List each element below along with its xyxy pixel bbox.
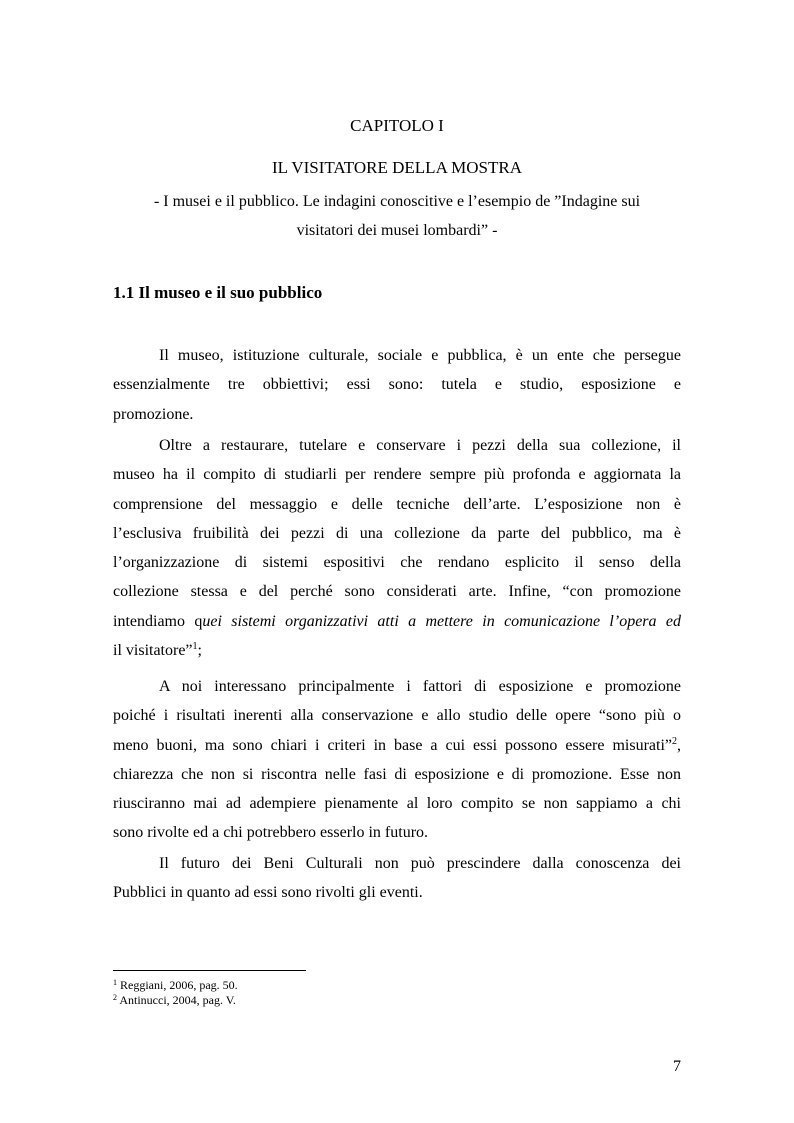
text-line: chiarezza che non si riscontra nelle fasi di esposizione e di promozione. Esse non bbox=[113, 765, 681, 783]
text-line: comprensione del messaggio e delle tecniche dell’arte. L’esposizione non è bbox=[113, 495, 681, 513]
text-run: meno buoni, ma sono chiari i criteri in base a cui essi possono essere misurati” bbox=[113, 736, 672, 754]
subtitle-line: visitatori dei musei lombardi” - bbox=[296, 222, 498, 239]
paragraph-4 bbox=[113, 849, 681, 908]
text-line: poiché i risultati inerenti alla conservazione e allo studio delle opere “sono più o bbox=[113, 707, 681, 725]
paragraph-1 bbox=[113, 341, 681, 429]
footnote-1 bbox=[113, 978, 238, 993]
footnote-text: Antinucci, 2004, pag. V. bbox=[117, 993, 236, 1007]
text-run: il visitatore” bbox=[113, 642, 193, 660]
text-line: sono rivolte ed a chi potrebbero esserlo in futuro. bbox=[113, 824, 429, 842]
text-line: riusciranno mai ad adempiere pienamente al loro compito se non sappiamo a chi bbox=[113, 795, 681, 813]
text-line: Il futuro dei Beni Culturali non può prescindere dalla conoscenza dei bbox=[159, 855, 681, 872]
subtitle-line: - I musei e il pubblico. Le indagini conoscitive e l’esempio de ”Indagine sui bbox=[153, 193, 641, 210]
quote-italic: uei sistemi organizzativi atti a mettere in comunicazione l’opera ed bbox=[202, 612, 681, 630]
text-line: essenzialmente tre obbiettivi; essi sono: tutela e studio, esposizione e bbox=[113, 376, 681, 394]
footnote-2 bbox=[113, 993, 236, 1008]
footnote-ref-1[interactable]: 1 bbox=[192, 641, 198, 653]
text-run: ; bbox=[197, 642, 202, 660]
text-line: Pubblici in quanto ad essi sono rivolti gli eventi. bbox=[113, 884, 423, 902]
text-line bbox=[113, 607, 681, 636]
footnote-divider bbox=[113, 970, 306, 971]
text-line: l’esclusiva fruibilità dei pezzi di una collezione da parte del pubblico, ma è bbox=[113, 524, 681, 542]
text-line bbox=[113, 731, 681, 760]
page-number: 7 bbox=[673, 1058, 681, 1075]
paragraph-3 bbox=[113, 672, 681, 848]
footnote-number: 2 bbox=[113, 993, 117, 1002]
footnote-number: 1 bbox=[113, 978, 117, 987]
paragraph-2 bbox=[113, 431, 681, 665]
text-run: intendiamo q bbox=[113, 612, 203, 630]
text-line: Il museo, istituzione culturale, sociale e pubblica, è un ente che persegue bbox=[159, 347, 681, 364]
text-line: museo ha il compito di studiarli per rendere sempre più profonda e aggiornata la bbox=[113, 466, 681, 484]
text-run: , bbox=[677, 736, 681, 754]
text-line: l’organizzazione di sistemi espositivi che rendano esplicito il senso della bbox=[113, 554, 681, 572]
section-heading: 1.1 Il museo e il suo pubblico bbox=[113, 283, 323, 302]
chapter-subtitle bbox=[113, 187, 681, 245]
text-line bbox=[113, 636, 681, 665]
footnote-text: Reggiani, 2006, pag. 50. bbox=[117, 978, 238, 992]
text-line: promozione. bbox=[113, 405, 194, 423]
chapter-label: CAPITOLO I bbox=[350, 116, 444, 135]
text-line: A noi interessano principalmente i fattori di esposizione e promozione bbox=[159, 678, 681, 695]
chapter-title: IL VISITATORE DELLA MOSTRA bbox=[271, 158, 523, 177]
footnote-ref-2[interactable]: 2 bbox=[672, 735, 677, 747]
text-line: Oltre a restaurare, tutelare e conservare i pezzi della sua collezione, il bbox=[159, 437, 681, 454]
text-line: collezione stessa e del perché sono considerati arte. Infine, “con promozione bbox=[113, 583, 681, 601]
